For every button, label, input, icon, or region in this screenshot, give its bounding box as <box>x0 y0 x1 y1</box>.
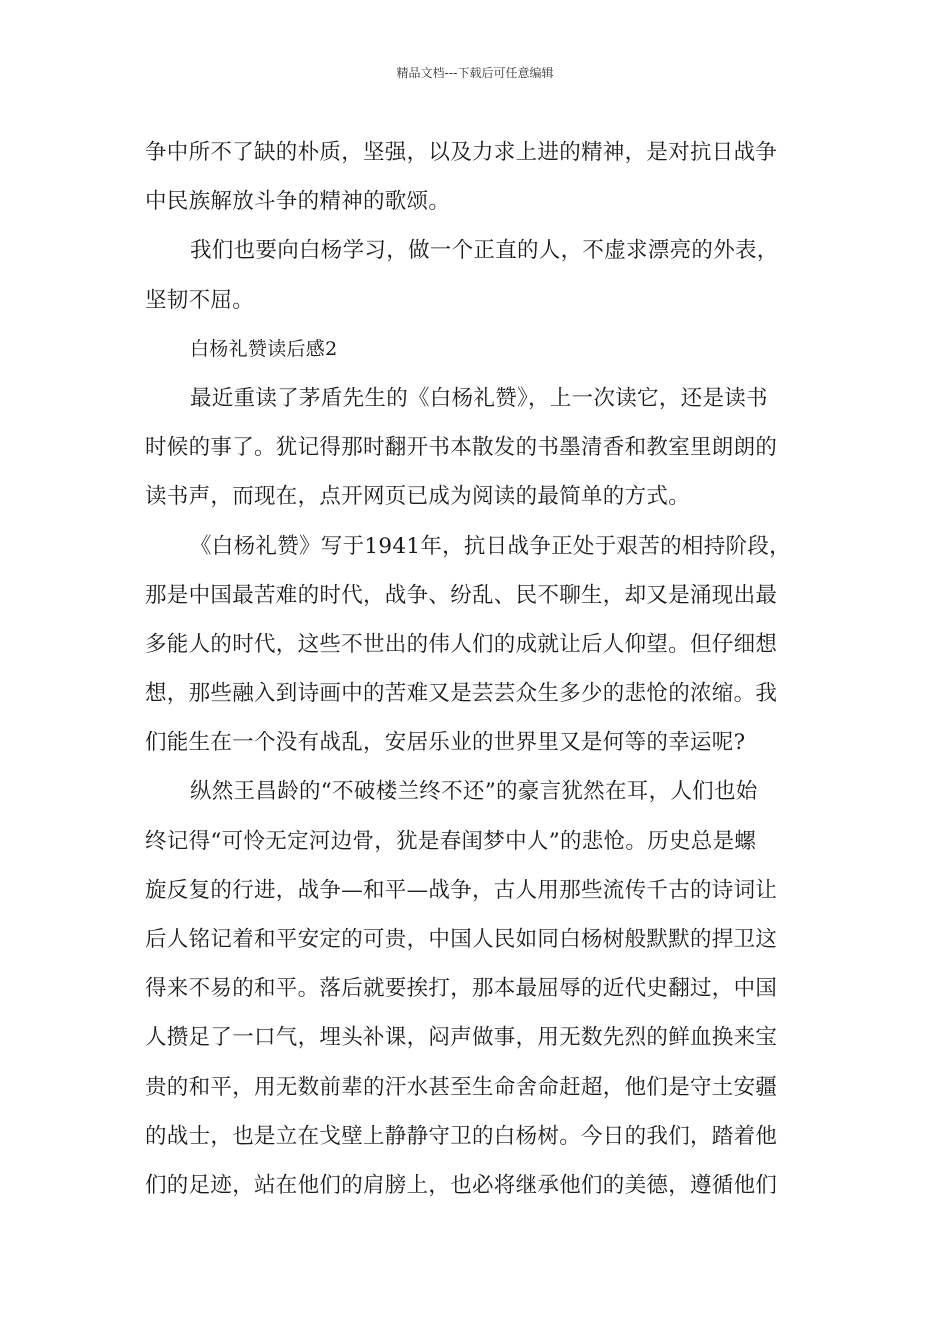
text-line: 多能人的时代，这些不世出的伟人们的成就让后人仰望。但仔细想 <box>145 631 778 657</box>
page-header: 精品文档---下载后可任意编辑 <box>396 66 554 80</box>
text-line: 我们也要向白杨学习，做一个正直的人，不虚求漂亮的外表， <box>190 238 779 264</box>
text-line: 那是中国最苦难的时代，战争、纷乱、民不聊生，却又是涌现出最 <box>145 582 778 608</box>
text-line: 后人铭记着和平安定的可贵，中国人民如同白杨树般默默的捍卫这 <box>145 927 778 952</box>
text-line: 终记得“可怜无定河边骨，犹是春闺梦中人”的悲怆。历史总是螺 <box>145 828 757 854</box>
text-line: 争中所不了缺的朴质，坚强，以及力求上进的精神，是对抗日战争 <box>145 140 778 165</box>
text-line: 旋反复的行进，战争—和平—战争，古人用那些流传千古的诗词让 <box>145 877 778 903</box>
text-line: 中民族解放斗争的精神的歌颂。 <box>145 189 451 215</box>
text-line: 纵然王昌龄的“不破楼兰终不还”的豪言犹然在耳，人们也始 <box>190 779 758 805</box>
text-line: 贵的和平，用无数前辈的汗水甚至生命舍命赶超，他们是守土安疆 <box>145 1074 778 1100</box>
document-body <box>145 128 810 1210</box>
text-line: 想，那些融入到诗画中的苦难又是芸芸众生多少的悲怆的浓缩。我 <box>145 681 778 707</box>
text-line: 人攒足了一口气，埋头补课，闷声做事，用无数先烈的鲜血换来宝 <box>145 1025 778 1051</box>
text-line: 们能生在一个没有战乱，安居乐业的世界里又是何等的幸运呢? <box>145 730 746 756</box>
text-line: 《白杨礼赞》写于1941年，抗日战争正处于艰苦的相持阶段， <box>190 533 791 559</box>
section-heading: 白杨礼赞读后感2 <box>190 337 338 360</box>
text-line: 坚韧不屈。 <box>145 287 255 313</box>
text-line: 时候的事了。犹记得那时翻开书本散发的书墨清香和教室里朗朗的 <box>145 435 778 461</box>
text-line: 最近重读了茅盾先生的《白杨礼赞》，上一次读它，还是读书 <box>190 385 768 411</box>
text-line: 们的足迹，站在他们的肩膀上，也必将继承他们的美德，遵循他们 <box>145 1172 778 1198</box>
text-line: 得来不易的和平。落后就要挨打，那本最屈辱的近代史翻过，中国 <box>145 976 778 1002</box>
text-line: 读书声，而现在，点开网页已成为阅读的最简单的方式。 <box>145 484 691 510</box>
text-line: 的战士，也是立在戈壁上静静守卫的白杨树。今日的我们，踏着他 <box>145 1123 778 1149</box>
